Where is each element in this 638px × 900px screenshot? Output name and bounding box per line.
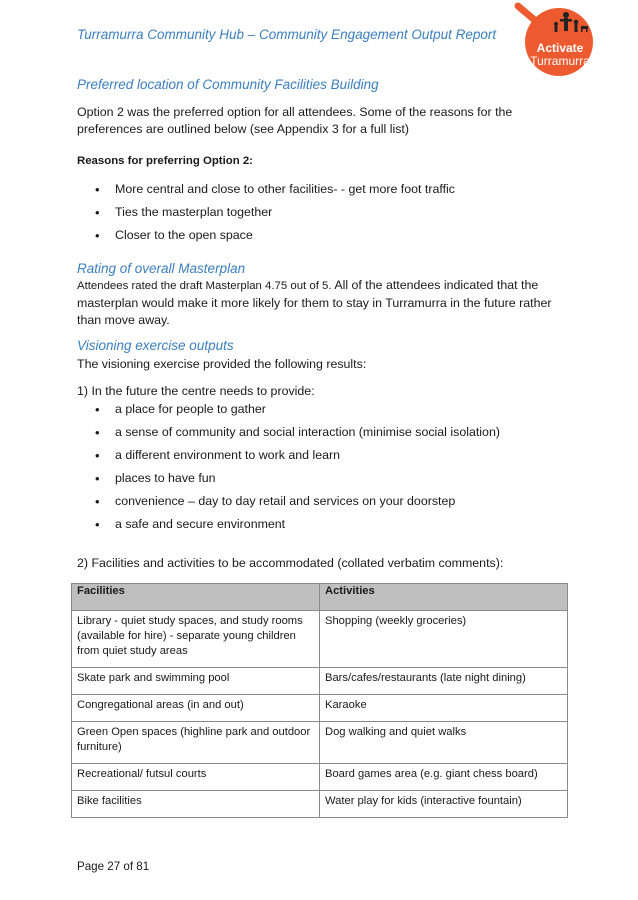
reasons-label: Reasons for preferring Option 2: <box>77 155 253 167</box>
rating-paragraph <box>77 277 567 329</box>
table-row <box>72 695 568 722</box>
facility-cell: Green Open spaces (highline park and outdoor furniture) <box>72 722 320 764</box>
activity-cell: Water play for kids (interactive fountain) <box>320 791 568 818</box>
visioning-item-2: 2) Facilities and activities to be accommodated (collated verbatim comments): <box>77 556 504 570</box>
section-heading-rating: Rating of overall Masterplan <box>77 261 246 276</box>
facility-cell: Library - quiet study spaces, and study rooms (available for hire) - separate young children from quiet study areas <box>72 611 320 668</box>
logo-text-turramurra: Turramurra <box>530 54 590 68</box>
facility-cell: Skate park and swimming pool <box>72 668 320 695</box>
facility-cell: Bike facilities <box>72 791 320 818</box>
rating-remaining-text: All of the attendees indicated that the masterplan would make it more likely for them to stay in Turramurra in the future rather than move away. <box>77 278 552 327</box>
vision-item: • a safe and secure environment <box>77 516 500 539</box>
activity-cell: Dog walking and quiet walks <box>320 722 568 764</box>
reason-item: • Ties the masterplan together <box>77 204 455 227</box>
section-heading-visioning: Visioning exercise outputs <box>77 338 234 353</box>
activity-cell: Board games area (e.g. giant chess board) <box>320 764 568 791</box>
page-number: Page 27 of 81 <box>77 860 150 873</box>
table-row <box>72 764 568 791</box>
visioning-item-1: 1) In the future the centre needs to provide: <box>77 384 315 398</box>
vision-item: • places to have fun <box>77 470 500 493</box>
section-heading-preferred-location: Preferred location of Community Facilities Building <box>77 77 379 92</box>
facility-cell: Recreational/ futsul courts <box>72 764 320 791</box>
report-header-title: Turramurra Community Hub – Community Engagement Output Report <box>77 27 497 42</box>
table-header-row <box>72 584 568 611</box>
table-row <box>72 668 568 695</box>
vision-item: • a place for people to gather <box>77 401 500 424</box>
reason-item: • More central and close to other facilities- - get more foot traffic <box>77 181 455 204</box>
header-activities: Activities <box>320 584 568 611</box>
header-facilities: Facilities <box>72 584 320 611</box>
vision-item: • a sense of community and social interaction (minimise social isolation) <box>77 424 500 447</box>
reasons-list <box>77 181 455 250</box>
rating-score-text: Attendees rated the draft Masterplan 4.75 out of 5. <box>77 280 332 292</box>
vision-item: • a different environment to work and learn <box>77 447 500 470</box>
activity-cell: Bars/cafes/restaurants (late night dining) <box>320 668 568 695</box>
activate-turramurra-logo <box>510 2 598 78</box>
table-row <box>72 791 568 818</box>
activity-cell: Karaoke <box>320 695 568 722</box>
logo-text-activate: Activate <box>536 41 584 55</box>
activity-cell: Shopping (weekly groceries) <box>320 611 568 668</box>
reason-item: • Closer to the open space <box>77 227 455 250</box>
vision-item: • convenience – day to day retail and services on your doorstep <box>77 493 500 516</box>
visioning-intro: The visioning exercise provided the following results: <box>77 357 367 371</box>
facilities-activities-table <box>71 583 568 818</box>
preferred-location-paragraph: Option 2 was the preferred option for all attendees. Some of the reasons for the preferences are outlined below (see Appendix 3 for a full list) <box>77 105 513 136</box>
visioning-bullets <box>77 401 500 539</box>
table-row <box>72 611 568 668</box>
facility-cell: Congregational areas (in and out) <box>72 695 320 722</box>
table-row <box>72 722 568 764</box>
